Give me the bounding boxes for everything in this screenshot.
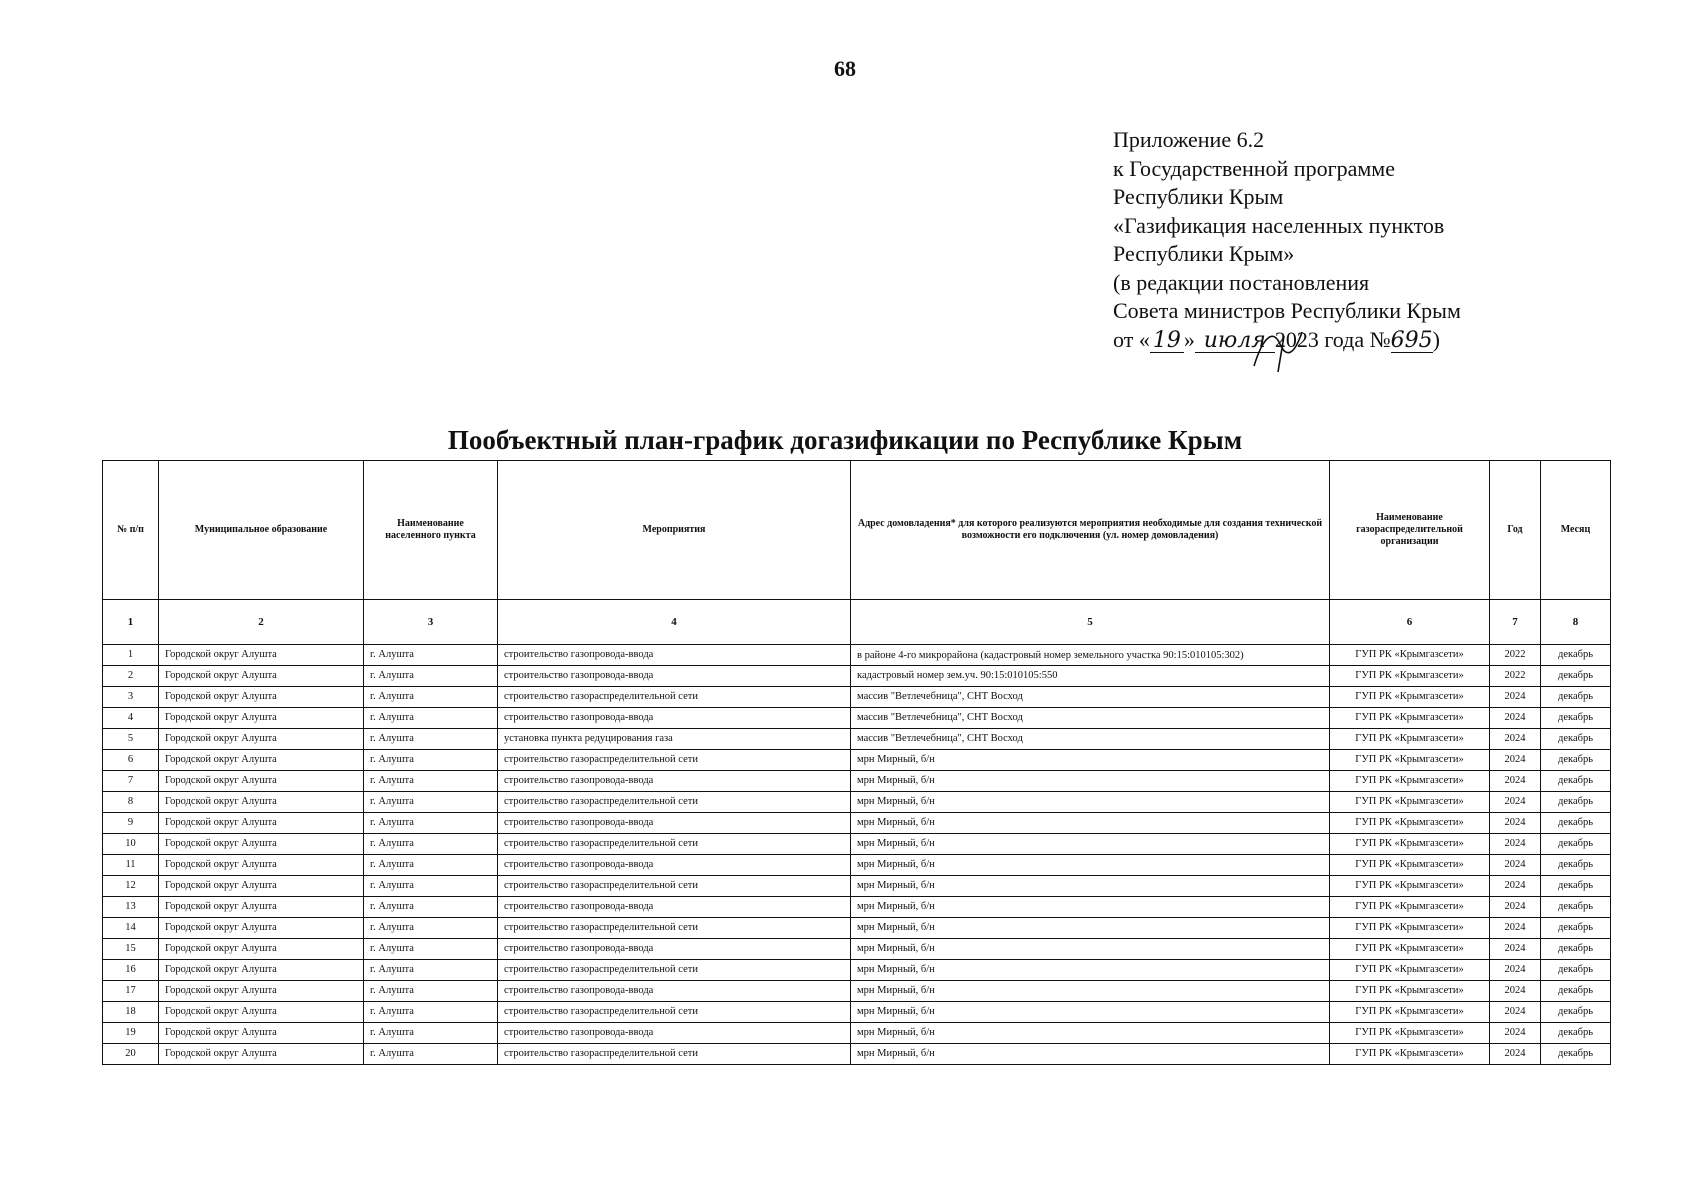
date-prefix: от « <box>1113 326 1150 352</box>
municipality-cell: Городской округ Алушта <box>159 687 364 708</box>
municipality-cell: Городской округ Алушта <box>159 897 364 918</box>
row-number-cell: 17 <box>103 981 159 1002</box>
settlement-cell: г. Алушта <box>364 1044 498 1065</box>
address-cell: массив "Ветлечебница", СНТ Восход <box>851 708 1330 729</box>
table-row <box>103 834 1611 855</box>
table-row <box>103 1023 1611 1044</box>
municipality-cell: Городской округ Алушта <box>159 729 364 750</box>
month-cell: декабрь <box>1541 729 1611 750</box>
row-number-cell: 11 <box>103 855 159 876</box>
month-cell: декабрь <box>1541 1044 1611 1065</box>
column-number: 6 <box>1330 600 1490 645</box>
table-row <box>103 750 1611 771</box>
settlement-cell: г. Алушта <box>364 834 498 855</box>
settlement-cell: г. Алушта <box>364 960 498 981</box>
row-number-cell: 9 <box>103 813 159 834</box>
municipality-cell: Городской округ Алушта <box>159 1023 364 1044</box>
settlement-cell: г. Алушта <box>364 750 498 771</box>
date-mid: » <box>1183 326 1195 352</box>
activity-cell: строительство газораспределительной сети <box>498 1044 851 1065</box>
activity-cell: установка пункта редуцирования газа <box>498 729 851 750</box>
address-cell: мрн Мирный, б/н <box>851 750 1330 771</box>
month-cell: декабрь <box>1541 792 1611 813</box>
gas-organization-cell: ГУП РК «Крымгазсети» <box>1330 750 1490 771</box>
row-number-cell: 16 <box>103 960 159 981</box>
row-number-cell: 12 <box>103 876 159 897</box>
column-number: 3 <box>364 600 498 645</box>
row-number-cell: 18 <box>103 1002 159 1023</box>
gas-organization-cell: ГУП РК «Крымгазсети» <box>1330 1002 1490 1023</box>
table-row <box>103 1044 1611 1065</box>
column-number-row <box>103 600 1611 645</box>
municipality-cell: Городской округ Алушта <box>159 708 364 729</box>
table-row <box>103 645 1611 666</box>
month-cell: декабрь <box>1541 1002 1611 1023</box>
appendix-line: «Газификация населенных пунктов <box>1113 212 1445 238</box>
gas-organization-cell: ГУП РК «Крымгазсети» <box>1330 1044 1490 1065</box>
activity-cell: строительство газораспределительной сети <box>498 750 851 771</box>
activity-cell: строительство газораспределительной сети <box>498 876 851 897</box>
activity-cell: строительство газораспределительной сети <box>498 834 851 855</box>
gas-organization-cell: ГУП РК «Крымгазсети» <box>1330 1023 1490 1044</box>
appendix-line: к Государственной программе <box>1113 155 1395 181</box>
column-number: 2 <box>159 600 364 645</box>
activity-cell: строительство газораспределительной сети <box>498 792 851 813</box>
municipality-cell: Городской округ Алушта <box>159 918 364 939</box>
month-cell: декабрь <box>1541 813 1611 834</box>
gas-organization-cell: ГУП РК «Крымгазсети» <box>1330 771 1490 792</box>
gas-organization-cell: ГУП РК «Крымгазсети» <box>1330 855 1490 876</box>
gas-organization-cell: ГУП РК «Крымгазсети» <box>1330 792 1490 813</box>
column-number: 4 <box>498 600 851 645</box>
year-cell: 2022 <box>1490 666 1541 687</box>
municipality-cell: Городской округ Алушта <box>159 666 364 687</box>
table-row <box>103 960 1611 981</box>
settlement-cell: г. Алушта <box>364 939 498 960</box>
municipality-cell: Городской округ Алушта <box>159 645 364 666</box>
year-cell: 2024 <box>1490 855 1541 876</box>
month-cell: декабрь <box>1541 855 1611 876</box>
document-title: Пообъектный план-график догазификации по Республике Крым <box>447 425 1243 455</box>
year-cell: 2024 <box>1490 960 1541 981</box>
address-cell: мрн Мирный, б/н <box>851 1023 1330 1044</box>
row-number-cell: 10 <box>103 834 159 855</box>
municipality-cell: Городской округ Алушта <box>159 771 364 792</box>
address-cell: мрн Мирный, б/н <box>851 1002 1330 1023</box>
month-cell: декабрь <box>1541 645 1611 666</box>
settlement-cell: г. Алушта <box>364 666 498 687</box>
row-number-cell: 6 <box>103 750 159 771</box>
municipality-cell: Городской округ Алушта <box>159 792 364 813</box>
month-cell: декабрь <box>1541 834 1611 855</box>
activity-cell: строительство газопровода-ввода <box>498 708 851 729</box>
municipality-cell: Городской округ Алушта <box>159 960 364 981</box>
table-row <box>103 876 1611 897</box>
table-row <box>103 666 1611 687</box>
activity-cell: строительство газопровода-ввода <box>498 771 851 792</box>
date-suffix: ) <box>1432 326 1440 352</box>
table-row <box>103 1002 1611 1023</box>
column-number: 1 <box>103 600 159 645</box>
municipality-cell: Городской округ Алушта <box>159 750 364 771</box>
settlement-cell: г. Алушта <box>364 771 498 792</box>
year-cell: 2024 <box>1490 897 1541 918</box>
year-cell: 2024 <box>1490 1044 1541 1065</box>
row-number-cell: 1 <box>103 645 159 666</box>
municipality-cell: Городской округ Алушта <box>159 876 364 897</box>
gas-organization-cell: ГУП РК «Крымгазсети» <box>1330 918 1490 939</box>
month-cell: декабрь <box>1541 666 1611 687</box>
table-row <box>103 771 1611 792</box>
gas-organization-cell: ГУП РК «Крымгазсети» <box>1330 834 1490 855</box>
address-cell: мрн Мирный, б/н <box>851 960 1330 981</box>
address-cell: мрн Мирный, б/н <box>851 1044 1330 1065</box>
address-cell: кадастровый номер зем.уч. 90:15:010105:550 <box>851 666 1330 687</box>
address-cell: мрн Мирный, б/н <box>851 813 1330 834</box>
month-cell: декабрь <box>1541 687 1611 708</box>
table-row <box>103 813 1611 834</box>
activity-cell: строительство газораспределительной сети <box>498 918 851 939</box>
gas-organization-cell: ГУП РК «Крымгазсети» <box>1330 687 1490 708</box>
activity-cell: строительство газораспределительной сети <box>498 687 851 708</box>
appendix-line: Республики Крым» <box>1113 241 1295 266</box>
year-cell: 2024 <box>1490 939 1541 960</box>
month-cell: декабрь <box>1541 876 1611 897</box>
row-number-cell: 5 <box>103 729 159 750</box>
table-row <box>103 729 1611 750</box>
month-cell: декабрь <box>1541 771 1611 792</box>
municipality-cell: Городской округ Алушта <box>159 939 364 960</box>
header-cell: Месяц <box>1541 461 1611 600</box>
appendix-block <box>1113 126 1461 354</box>
activity-cell: строительство газопровода-ввода <box>498 981 851 1002</box>
month-cell: декабрь <box>1541 1023 1611 1044</box>
row-number-cell: 20 <box>103 1044 159 1065</box>
year-cell: 2024 <box>1490 729 1541 750</box>
month-cell: декабрь <box>1541 897 1611 918</box>
appendix-line: Совета министров Республики Крым <box>1113 298 1461 323</box>
row-number-cell: 8 <box>103 792 159 813</box>
settlement-cell: г. Алушта <box>364 897 498 918</box>
header-cell: Наименование населенного пункта <box>364 461 498 600</box>
month-cell: декабрь <box>1541 960 1611 981</box>
activity-cell: строительство газопровода-ввода <box>498 813 851 834</box>
gas-organization-cell: ГУП РК «Крымгазсети» <box>1330 813 1490 834</box>
column-number: 5 <box>851 600 1330 645</box>
settlement-cell: г. Алушта <box>364 645 498 666</box>
settlement-cell: г. Алушта <box>364 876 498 897</box>
row-number-cell: 13 <box>103 897 159 918</box>
gas-organization-cell: ГУП РК «Крымгазсети» <box>1330 645 1490 666</box>
year-cell: 2024 <box>1490 750 1541 771</box>
gas-organization-cell: ГУП РК «Крымгазсети» <box>1330 960 1490 981</box>
month-cell: декабрь <box>1541 918 1611 939</box>
activity-cell: строительство газопровода-ввода <box>498 939 851 960</box>
header-cell: Год <box>1490 461 1541 600</box>
schedule-table <box>102 460 1611 1065</box>
gas-organization-cell: ГУП РК «Крымгазсети» <box>1330 708 1490 729</box>
address-cell: мрн Мирный, б/н <box>851 855 1330 876</box>
row-number-cell: 7 <box>103 771 159 792</box>
activity-cell: строительство газопровода-ввода <box>498 666 851 687</box>
table-row <box>103 918 1611 939</box>
activity-cell: строительство газораспределительной сети <box>498 960 851 981</box>
doc-number: 695 <box>1390 327 1433 353</box>
address-cell: в районе 4-го микрорайона (кадастровый номер земельного участка 90:15:010105:302) <box>851 645 1330 666</box>
gas-organization-cell: ГУП РК «Крымгазсети» <box>1330 939 1490 960</box>
table-row <box>103 855 1611 876</box>
header-cell: Мероприятия <box>498 461 851 600</box>
year-cell: 2024 <box>1490 771 1541 792</box>
settlement-cell: г. Алушта <box>364 792 498 813</box>
activity-cell: строительство газораспределительной сети <box>498 1002 851 1023</box>
address-cell: мрн Мирный, б/н <box>851 834 1330 855</box>
appendix-line: (в редакции постановления <box>1113 269 1370 295</box>
header-cell: Наименование газораспределительной организации <box>1330 461 1490 600</box>
municipality-cell: Городской округ Алушта <box>159 981 364 1002</box>
address-cell: массив "Ветлечебница", СНТ Восход <box>851 729 1330 750</box>
address-cell: массив "Ветлечебница", СНТ Восход <box>851 687 1330 708</box>
municipality-cell: Городской округ Алушта <box>159 834 364 855</box>
column-number: 7 <box>1490 600 1541 645</box>
table-header-row <box>103 461 1611 600</box>
month-cell: декабрь <box>1541 708 1611 729</box>
month-cell: декабрь <box>1541 939 1611 960</box>
settlement-cell: г. Алушта <box>364 813 498 834</box>
appendix-line: Приложение 6.2 <box>1113 127 1265 152</box>
municipality-cell: Городской округ Алушта <box>159 1044 364 1065</box>
activity-cell: строительство газопровода-ввода <box>498 645 851 666</box>
settlement-cell: г. Алушта <box>364 729 498 750</box>
year-cell: 2024 <box>1490 708 1541 729</box>
settlement-cell: г. Алушта <box>364 981 498 1002</box>
gas-organization-cell: ГУП РК «Крымгазсети» <box>1330 666 1490 687</box>
address-cell: мрн Мирный, б/н <box>851 897 1330 918</box>
address-cell: мрн Мирный, б/н <box>851 918 1330 939</box>
row-number-cell: 15 <box>103 939 159 960</box>
table-row <box>103 708 1611 729</box>
row-number-cell: 19 <box>103 1023 159 1044</box>
address-cell: мрн Мирный, б/н <box>851 876 1330 897</box>
table-row <box>103 792 1611 813</box>
municipality-cell: Городской округ Алушта <box>159 855 364 876</box>
year-cell: 2024 <box>1490 687 1541 708</box>
settlement-cell: г. Алушта <box>364 855 498 876</box>
row-number-cell: 14 <box>103 918 159 939</box>
header-cell: № п/п <box>103 461 159 600</box>
row-number-cell: 4 <box>103 708 159 729</box>
year-cell: 2024 <box>1490 918 1541 939</box>
settlement-cell: г. Алушта <box>364 1023 498 1044</box>
row-number-cell: 2 <box>103 666 159 687</box>
date-month: июля <box>1195 330 1275 353</box>
year-cell: 2024 <box>1490 813 1541 834</box>
column-number: 8 <box>1541 600 1611 645</box>
page-number: 68 <box>834 56 856 81</box>
year-cell: 2024 <box>1490 834 1541 855</box>
address-cell: мрн Мирный, б/н <box>851 981 1330 1002</box>
gas-organization-cell: ГУП РК «Крымгазсети» <box>1330 729 1490 750</box>
municipality-cell: Городской округ Алушта <box>159 1002 364 1023</box>
table-row <box>103 687 1611 708</box>
date-year: 2023 года № <box>1274 326 1391 352</box>
year-cell: 2022 <box>1490 645 1541 666</box>
year-cell: 2024 <box>1490 981 1541 1002</box>
year-cell: 2024 <box>1490 1023 1541 1044</box>
address-cell: мрн Мирный, б/н <box>851 771 1330 792</box>
table-row <box>103 981 1611 1002</box>
row-number-cell: 3 <box>103 687 159 708</box>
settlement-cell: г. Алушта <box>364 708 498 729</box>
date-day: 19 <box>1150 330 1184 353</box>
settlement-cell: г. Алушта <box>364 1002 498 1023</box>
activity-cell: строительство газопровода-ввода <box>498 855 851 876</box>
municipality-cell: Городской округ Алушта <box>159 813 364 834</box>
table-row <box>103 939 1611 960</box>
signature-mark <box>1250 326 1320 374</box>
activity-cell: строительство газопровода-ввода <box>498 897 851 918</box>
year-cell: 2024 <box>1490 1002 1541 1023</box>
gas-organization-cell: ГУП РК «Крымгазсети» <box>1330 897 1490 918</box>
activity-cell: строительство газопровода-ввода <box>498 1023 851 1044</box>
header-cell: Муниципальное образование <box>159 461 364 600</box>
month-cell: декабрь <box>1541 981 1611 1002</box>
year-cell: 2024 <box>1490 792 1541 813</box>
address-cell: мрн Мирный, б/н <box>851 939 1330 960</box>
gas-organization-cell: ГУП РК «Крымгазсети» <box>1330 981 1490 1002</box>
month-cell: декабрь <box>1541 750 1611 771</box>
settlement-cell: г. Алушта <box>364 687 498 708</box>
gas-organization-cell: ГУП РК «Крымгазсети» <box>1330 876 1490 897</box>
table-row <box>103 897 1611 918</box>
address-cell: мрн Мирный, б/н <box>851 792 1330 813</box>
header-cell: Адрес домовладения* для которого реализуются мероприятия необходимые для создания технической возможности его подключения (ул. номер домовладения) <box>851 461 1330 600</box>
appendix-line: Республики Крым <box>1113 184 1284 209</box>
settlement-cell: г. Алушта <box>364 918 498 939</box>
year-cell: 2024 <box>1490 876 1541 897</box>
